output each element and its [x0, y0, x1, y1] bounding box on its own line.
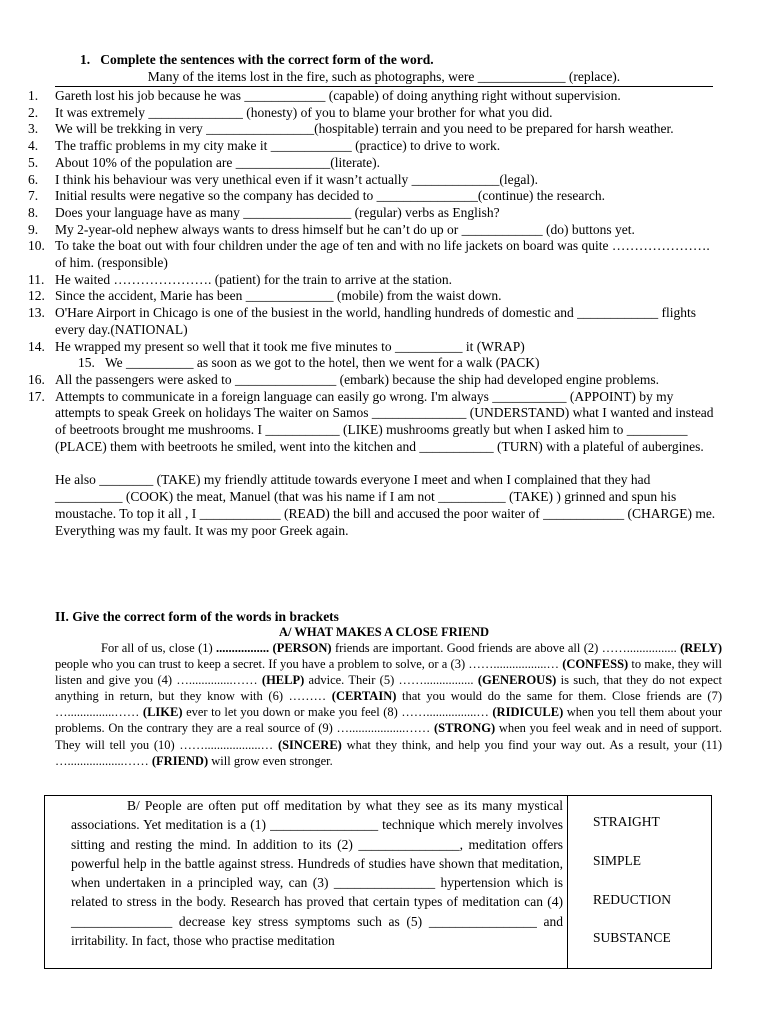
item-number: 3.: [28, 121, 39, 137]
partB-word: STRAIGHT: [593, 814, 660, 829]
item-text: About 10% of the population are ______________(literate).: [55, 154, 381, 170]
item-number: 1.: [28, 88, 39, 103]
section1-title-text: Complete the sentences with the correct form of the word.: [100, 52, 434, 67]
passage-text: what they think, and help you find your way out. As a result, your (11) …..................……: [55, 737, 722, 768]
exercise-item: [28, 221, 720, 239]
partA-passage: [55, 640, 722, 769]
item-number: 13.: [28, 305, 45, 321]
item-number: 6.: [28, 171, 39, 187]
example-sentence: Many of the items lost in the fire, such as photographs, were _____________ (replace).: [55, 68, 713, 87]
item-text: Gareth lost his job because he was ____________ (capable) of doing anything right without supervision.: [55, 88, 621, 103]
item-text: He waited …………………. (patient) for the train to arrive at the station.: [55, 271, 453, 287]
item-text: The traffic problems in my city make it ____________ (practice) to drive to work.: [55, 138, 501, 154]
item-text: We will be trekking in very ________________(hospitable) terrain and you need to be prepared for harsh weather.: [55, 121, 674, 137]
item-number: 16.: [28, 371, 45, 387]
exercise-item: [28, 305, 720, 338]
partB-table: [44, 795, 712, 969]
item-text: Attempts to communicate in a foreign language can easily go wrong. I'm always ___________ (APPOINT) by my attempts to speak Greek on holidays The waiter on Samos ______________ (UNDERSTAND) what I wanted and instead of beetroots brought me mushrooms. I ___________ (LIKE) mushrooms greatly but when I asked him to _________ (PLACE) them with beetroots he smiled, went into the kitchen and ___________ (TURN) with a plateful of aubergines.: [55, 388, 714, 454]
section2-title: II. Give the correct form of the words in brackets: [55, 609, 339, 624]
exercise-item: [28, 138, 720, 155]
item-text: Since the accident, Marie has been _____________ (mobile) from the waist down.: [55, 288, 502, 304]
exercise-item: [28, 238, 720, 271]
passage-text: ever to let you down or make you feel (8) ……................…: [182, 705, 489, 720]
exercise-item: [28, 121, 720, 138]
item-text: He wrapped my present so well that it took me five minutes to __________ it (WRAP): [55, 338, 525, 354]
item-number: 9.: [28, 221, 39, 237]
item-text: My 2-year-old nephew always wants to dress himself but he can’t do up or ____________ (do) buttons yet.: [55, 221, 635, 237]
word-cue: (STRONG): [430, 721, 496, 736]
word-cue: ................. (PERSON): [216, 641, 332, 655]
passage-text: friends are important. Good friends are above all (2) ……................: [331, 641, 677, 655]
word-cue: (RIDICULE): [488, 705, 564, 720]
item-number: 12.: [28, 288, 45, 304]
exercise-item: [28, 104, 720, 122]
partB-word: SUBSTANCE: [593, 930, 671, 946]
item-number: 5.: [28, 154, 39, 170]
passage-text: when you feel weak and in need of support. They will tell you (10) ……..................…: [55, 721, 722, 752]
passage-text: people who you can trust to keep a secret. If you have a problem to solve, or a (3) …….................…: [55, 657, 559, 672]
exercise-item: [28, 388, 720, 540]
item-number: 4.: [28, 138, 39, 154]
section1-number: 1.: [80, 52, 91, 67]
item-number: 10.: [28, 238, 45, 254]
partB-passage: [71, 796, 563, 950]
partB-word: REDUCTION: [593, 891, 671, 907]
exercise-list: [28, 88, 720, 539]
exercise-item: [28, 204, 720, 222]
item-number: 11.: [28, 271, 45, 287]
word-cue: (CERTAIN): [331, 689, 397, 704]
item-text: I think his behaviour was very unethical even if it wasn’t actually _____________(legal).: [55, 171, 539, 187]
item-text: It was extremely ______________ (honesty) of you to blame your brother for what you did.: [55, 104, 553, 120]
exercise-item: [28, 188, 720, 205]
passage-text: For all of us, close (1): [101, 641, 217, 655]
passage-text: to make, they will listen and give you (4) …..............……: [55, 657, 722, 688]
exercise-item: [28, 371, 720, 389]
item-number: 17.: [28, 388, 45, 404]
word-cue: (HELP): [257, 673, 305, 688]
word-cue: (CONFESS): [558, 657, 629, 672]
partB-paragraph: B/ People are often put off meditation by what they see as its many mystical associations. Yet meditation is a (1) ________________ technique which merely involves sitting and resting the mind. In addition to its (2) _______________, meditation offers powerful help in the battle against stress. Hundreds of studies have shown that meditation, when undertaken in a principled way, can (3) _______________ hypertension which is related to stress in the body. Research has proved that certain types of meditation can (4) _______________ decrease key stress symptoms such as (5) ________________ and irritability. In fact, those who practise meditation: [71, 798, 563, 949]
passage-text: will grow even stronger.: [208, 753, 333, 768]
item-number: 7.: [28, 188, 39, 204]
word-cue: (LIKE): [139, 705, 183, 720]
word-cue: (FRIEND): [151, 753, 209, 768]
item-text: We __________ as soon as we got to the hotel, then we went for a walk (PACK): [105, 355, 540, 371]
item-number: 2.: [28, 104, 39, 120]
word-cue: (SINCERE): [273, 737, 342, 752]
partB-word-list: [593, 814, 671, 969]
item-text: To take the boat out with four children under the age of ten and with no life jackets on board was quite …………………. of him. (responsible): [55, 238, 710, 271]
exercise-item: [28, 271, 720, 289]
section1-title: [80, 52, 434, 68]
passage-text: when you tell them about your problems. On the contrary they are a real source of (9) …..................……: [55, 705, 722, 736]
exercise-item: [28, 288, 720, 305]
item-text: Does your language have as many ________________ (regular) verbs as English?: [55, 204, 500, 220]
exercise-item: [28, 154, 720, 172]
item-number: 8.: [28, 204, 39, 220]
exercise-item: [28, 171, 720, 189]
item17-continued: He also ________ (TAKE) my friendly attitude towards everyone I meet and when I complained that they had __________ (COOK) the meat, Manuel (that was his name if I am not __________ (TAKE) ) grinned and spun his moustache. To top it all , I ____________ (READ) the bill and accused the poor waiter of ____________ (CHARGE) me. Everything was my fault. It was my poor Greek again.: [55, 472, 716, 538]
item-number: 14.: [28, 338, 45, 354]
passage-text: that you would do the same for them. Close friends are (7) …...............……: [55, 689, 722, 720]
partA-title: A/ WHAT MAKES A CLOSE FRIEND: [278, 625, 490, 639]
exercise-item: [28, 88, 720, 105]
item-number: 15.: [78, 355, 95, 371]
partB-word: SIMPLE: [593, 852, 642, 868]
word-cue: (GENEROUS): [473, 673, 557, 688]
passage-text: advice. Their (5) ……................: [304, 673, 474, 688]
item-text: All the passengers were asked to _______________ (embark) because the ship had developed engine problems.: [55, 371, 659, 387]
partA-paragraph: [55, 640, 722, 769]
exercise-item: [28, 338, 720, 356]
exercise-item: [55, 355, 720, 372]
word-cue: (RELY): [676, 641, 722, 655]
item-text: O'Hare Airport in Chicago is one of the busiest in the world, handling hundreds of domestic and ____________ flights every day.(NATIONAL): [55, 305, 696, 337]
passage-text: is such, that they do not expect anything in return, but they know with (6) ………: [55, 673, 722, 704]
column-divider: [567, 796, 568, 968]
item-text: Initial results were negative so the company has decided to _______________(continue) the research.: [55, 188, 605, 204]
